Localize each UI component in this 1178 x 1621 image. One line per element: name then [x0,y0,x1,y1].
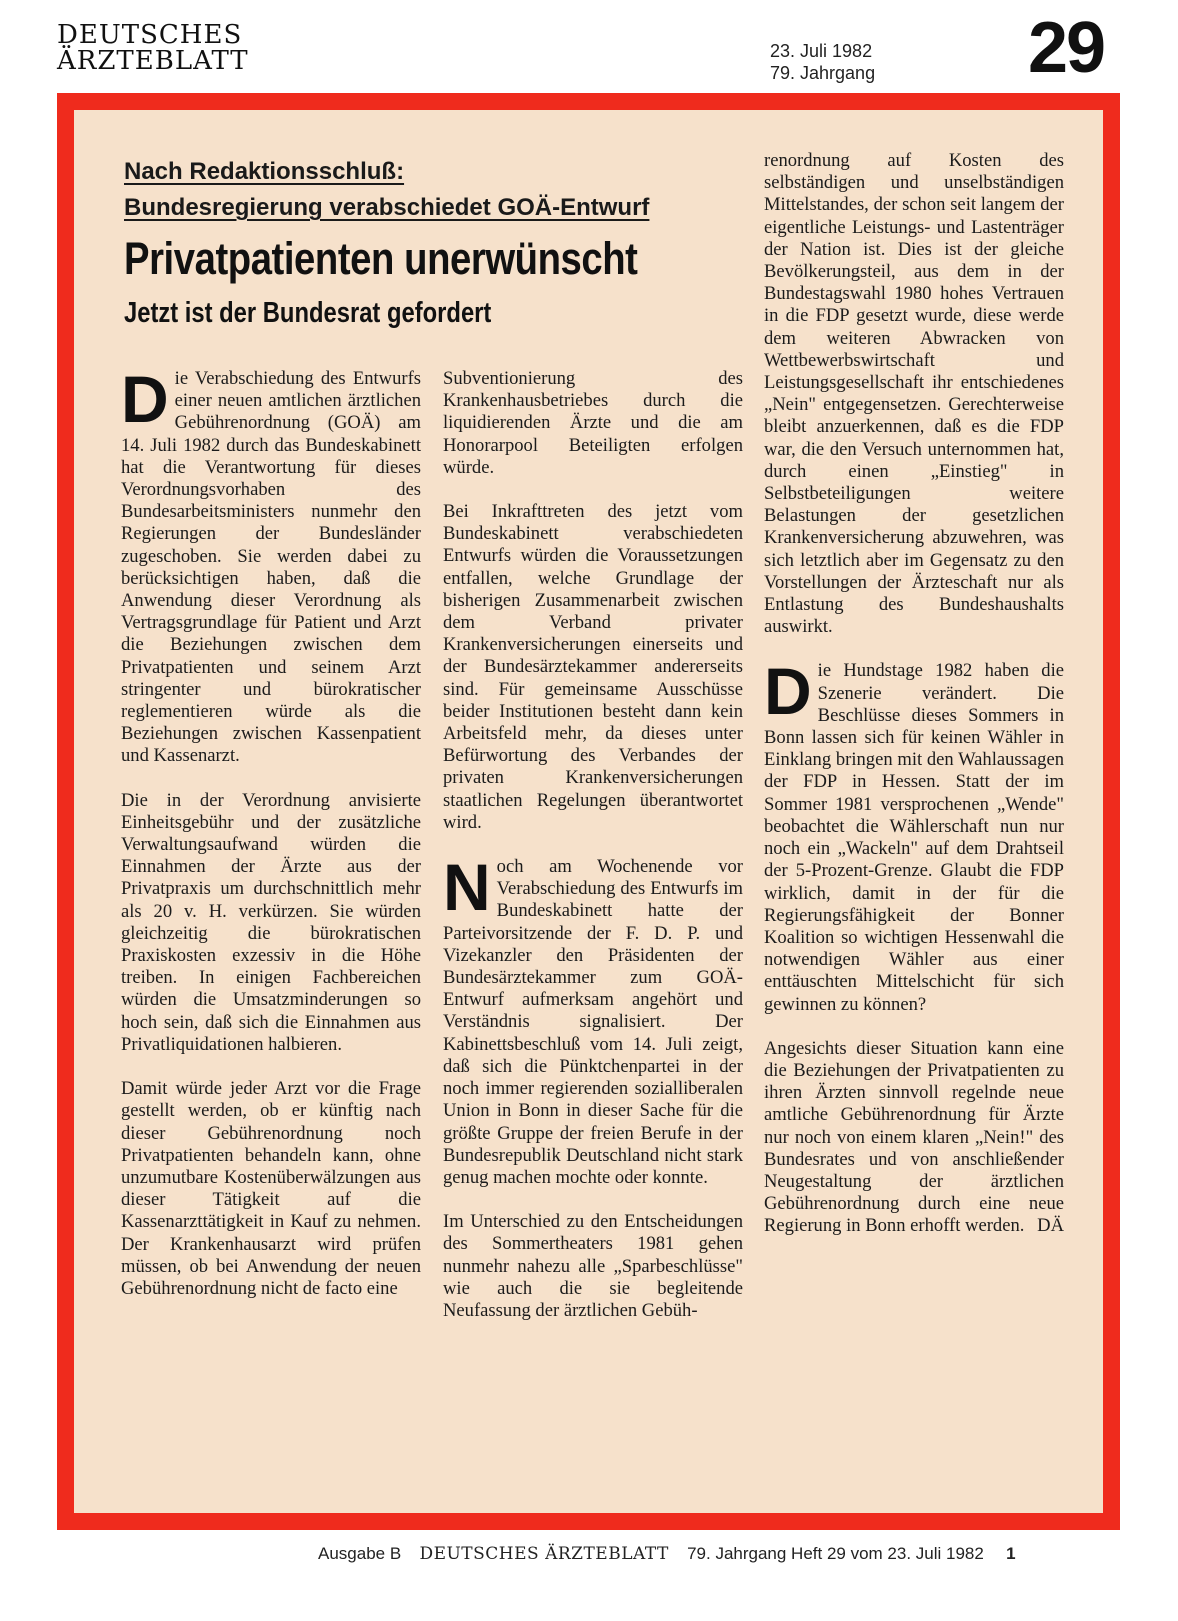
paragraph: Im Unterschied zu den Entscheidungen des Sommertheaters 1981 gehen nunmehr nahezu alle „Sparbeschlüsse" wie auch die sie begleitende Neufassung der ärztlichen Gebüh- [443,1211,743,1321]
article-subheadline: Jetzt ist der Bundesrat gefordert [124,297,492,329]
issue-date: 23. Juli 1982 [770,41,873,61]
article-column-1 [121,362,421,1322]
drop-cap: D [121,362,169,436]
paragraph-text: och am Wochenende vor Verabschiedung des Entwurfs im Bundeskabinett hatte der Parteivorsitzende der F. D. P. und Vizekanzler den Präsidenten der Bundesärztekammer zum GOÄ-Entwurf aufmerksam angehört und Verständnis signalisiert. Der Kabinettsbeschluß vom 14. Juli zeigt, daß sich die Pünktchenpartei in der noch immer regierenden sozialliberalen Union in Bonn in dieser Sache für die größte Gruppe der freien Berufe in der Bundesrepublik Deutschland nicht stark genug machen mochte oder konnte. [443,856,743,1188]
paragraph-text: Angesichts dieser Situation kann eine die Beziehungen der Privatpatienten zu ihren Ärzten sinnvoll regelnde neue amtliche Gebührenordnung für Ärzte nur noch von einem klaren „Nein!" des Bundesrates und von anschließender Neugestaltung der ärztlichen Gebührenordnung durch eine neue Regierung in Bonn erhofft werden. [764,1037,1064,1237]
article-headline: Privatpatienten unerwünscht [124,233,638,284]
paragraph-text: ie Verabschiedung des Entwurfs einer neuen amtlichen ärztlichen Gebührenordnung (GOÄ) am 14. Juli 1982 durch das Bundeskabinett hat die Verantwortung für dieses Verordnungsvorhaben des Bundesarbeitsministers nunmehr den Regierungen der Bundesländer zugeschoben. Sie werden dabei zu berücksichtigen haben, daß die Anwendung dieser Verordnung als Vertragsgrundlage für Patient und Arzt die Beziehungen zwischen dem Privatpatienten und seinem Arzt stringenter und bürokratischer reglementieren würde als die Beziehungen zwischen Kassenpatient und Kassenarzt. [121,368,421,767]
article-column-2 [443,368,743,1344]
paragraph [443,850,743,1189]
paragraph: Damit würde jeder Arzt vor die Frage gestellt werden, ob er künftig nach dieser Gebührenordnung noch Privatpatienten behandeln kann, ohne unzumutbare Kostenüberwälzungen aus dieser Tätigkeit auf die Kassenarzttätigkeit in Kauf zu nehmen. Der Krankenhausarzt wird prüfen müssen, ob bei Anwendung der neuen Gebührenordnung nicht de facto eine [121,1078,421,1299]
issue-info [770,40,875,84]
paragraph [764,654,1064,1015]
author-signoff: DÄ [1037,1215,1064,1237]
issue-volume: 79. Jahrgang [770,63,876,83]
paragraph: Subventionierung des Krankenhausbetriebes durch die liquidierenden Ärzte und die am Honorarpool Beteiligten erfolgen würde. [443,368,743,478]
masthead-line-2: ÄRZTEBLATT [57,46,249,76]
article-column-3 [764,150,1064,1260]
article-kicker [124,154,759,226]
kicker-line-2: Bundesregierung verabschiedet GOÄ-Entwurf [124,194,650,221]
paragraph [121,362,421,768]
article-frame [57,93,1120,1530]
footer-edition: Ausgabe B [318,1544,402,1563]
article-paper [74,110,1103,1513]
footer-journal: DEUTSCHES ÄRZTEBLATT [419,1544,669,1564]
drop-cap: D [764,654,812,729]
drop-cap: N [443,850,491,925]
paragraph: renordnung auf Kosten des selbständigen und unselbständigen Mittelstandes, der schon seit langem der eigentliche Leistungs- und Lastenträger der Nation ist. Dies ist der gleiche Bevölkerungsteil, aus dem in der Bundestagswahl 1980 hohes Vertrauen in die FDP gesetzt wurde, diese werde dem weiteren Abwracken von Wettbewerbswirtschaft und Leistungsgesellschaft ihr entschiedenes „Nein" entgegensetzen. Gerechterweise bleibt anzuerkennen, daß es die FDP war, die den Versuch unternommen hat, durch einen „Einstieg" in Selbstbeteiligungen weitere Belastungen der gesetzlichen Krankenversicherung abzuwehren, was sich letztlich aber im Gegensatz zu den Vorstellungen der Ärzteschaft nur als Entlastung des Bundeshaushalts auswirkt. [764,150,1064,638]
paragraph: Bei Inkrafttreten des jetzt vom Bundeskabinett verabschiedeten Entwurfs würden die Voraussetzungen entfallen, welche Grundlage der bisherigen Zusammenarbeit zwischen dem Verband privater Krankenversicherungen einerseits und der Bundesärztekammer andererseits sind. Für gemeinsame Ausschüsse beider Institutionen besteht dann kein Arbeitsfeld mehr, da dieses unter Befürwortung des Verbandes der privaten Krankenversicherungen staatlichen Regelungen überantwortet wird. [443,501,743,833]
paragraph-text: ie Hundstage 1982 haben die Szenerie verändert. Die Beschlüsse dieses Sommers in Bonn lassen sich für keinen Wähler in Einklang bringen mit den Wahlaussagen der FDP in Hessen. Statt der im Sommer 1981 versprochenen „Wende" beobachtet die Wählerschaft nun nur noch ein „Wackeln" auf dem Drahtseil der 5-Prozent-Grenze. Glaubt die FDP wirklich, damit in der für die Regierungsfähigkeit der Bonner Koalition so wichtigen Hessenwahl die notwendigen Wähler aus einer enttäuschten Mittelschicht für sich gewinnen zu können? [764,660,1064,1015]
page-number: 1 [1006,1544,1016,1563]
kicker-line-1: Nach Redaktionsschluß: [124,158,405,185]
issue-number: 29 [1028,8,1105,88]
paragraph [764,1038,1064,1238]
paragraph: Die in der Verordnung anvisierte Einheitsgebühr und der zusätzliche Verwaltungsaufwand würden die Einnahmen der Ärzte aus der Privatpraxis um durchschnittlich mehr als 20 v. H. verkürzen. Sie würden gleichzeitig die bürokratischen Praxiskosten exzessiv in die Höhe treiben. In einigen Fachbereichen würden die Umsatzminderungen so hoch sein, daß sich die Einnahmen aus Privatliquidationen halbieren. [121,789,421,1055]
masthead-logo [57,22,249,74]
masthead-line-1: DEUTSCHES [57,20,243,50]
footer-issue-info: 79. Jahrgang Heft 29 vom 23. Juli 1982 [687,1544,984,1563]
page-footer [318,1543,1016,1565]
